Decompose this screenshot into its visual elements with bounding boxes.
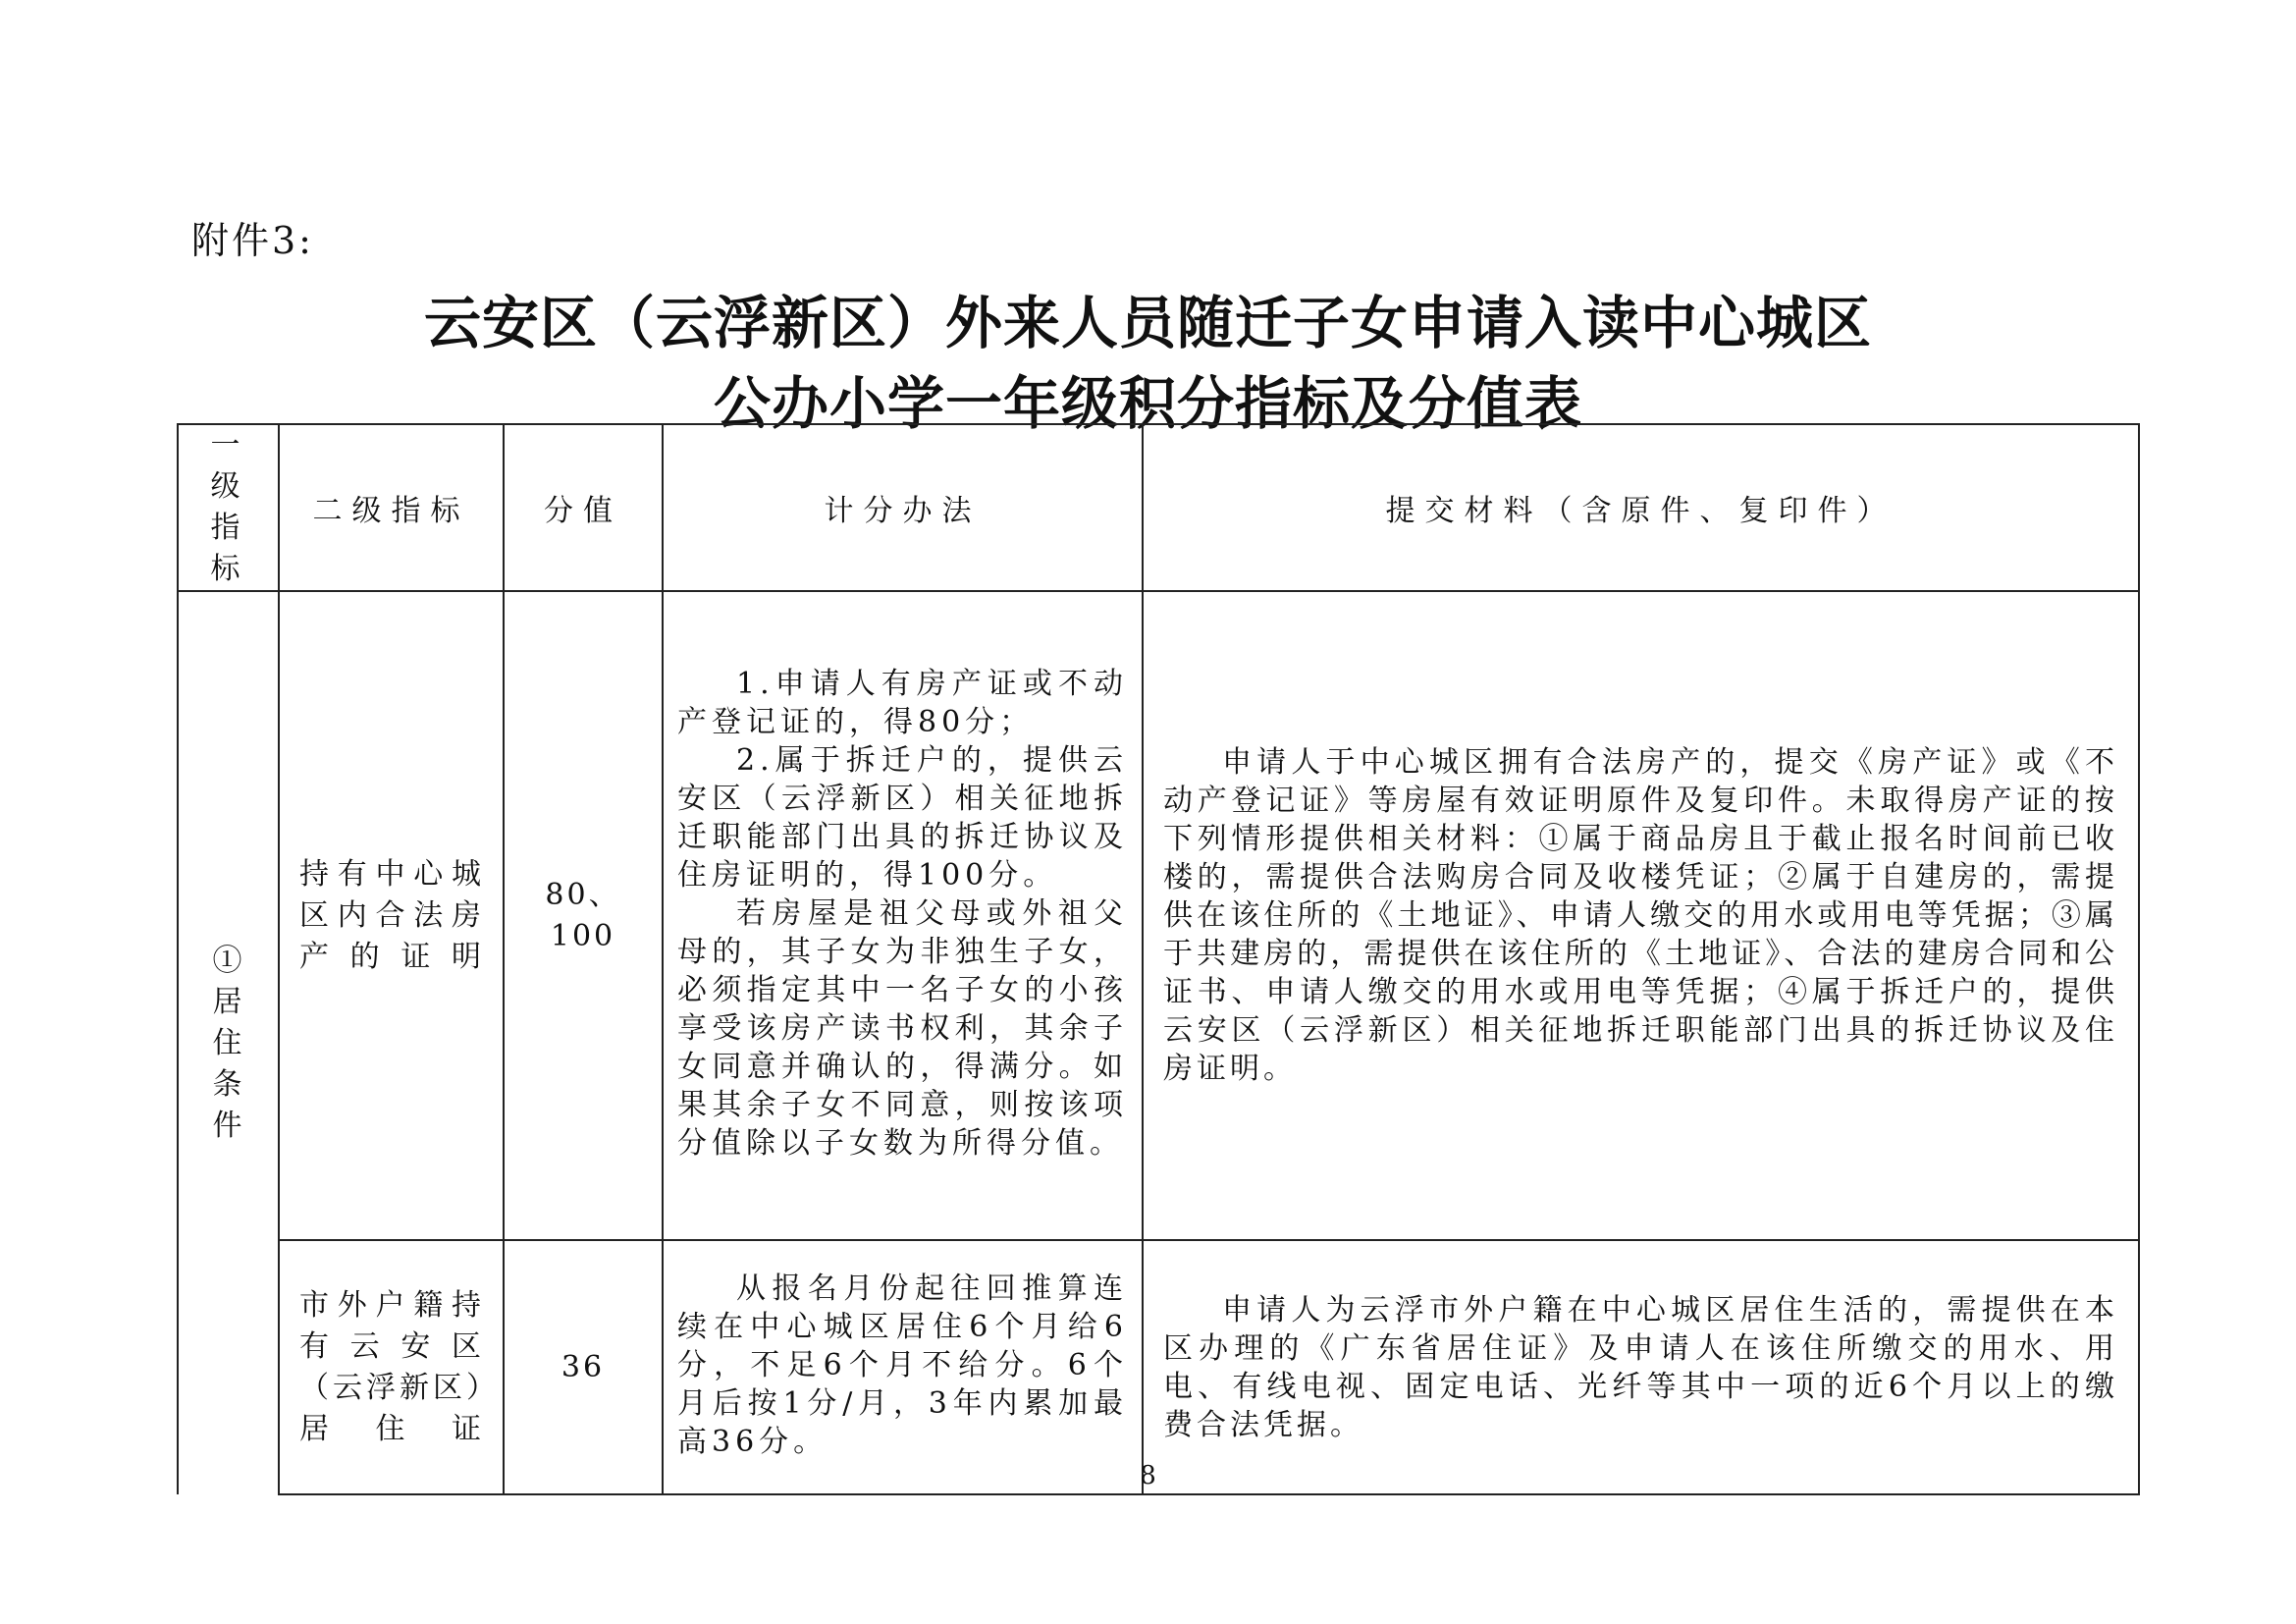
- header-level2-indicator: 二级指标: [279, 424, 504, 591]
- header-materials: 提交材料（含原件、复印件）: [1143, 424, 2139, 591]
- method-item: 若房屋是祖父母或外祖父母的，其子女为非独生子女，必须指定其中一名子女的小孩享受该房产读书权利，其余子女同意并确认的，得满分。如果其余子女不同意，则按该项分值除以子女数为所得分值。: [677, 896, 1128, 1161]
- score-residence-permit: 36: [504, 1240, 663, 1494]
- materials-residence-permit: [1143, 1240, 2139, 1494]
- method-residence-permit: [663, 1240, 1143, 1494]
- header-scoring-method: 计分办法: [663, 424, 1143, 591]
- indicator-residence-permit: 市外户籍持有云安区（云浮新区）居住证: [279, 1240, 504, 1494]
- score-property-proof: 80、100: [504, 591, 663, 1240]
- table-header-row: [178, 424, 2139, 591]
- annex-label: 附件3:: [191, 219, 314, 262]
- method-item: 1.申请人有房产证或不动产登记证的，得80分；: [677, 667, 1128, 739]
- table-row: [178, 591, 2139, 1240]
- method-item: 从报名月份起往回推算连续在中心城区居住6个月给6分，不足6个月不给分。6个月后按1分/月，3年内累加最高36分。: [677, 1272, 1128, 1459]
- category-residence-conditions: ①居住条件: [178, 591, 279, 1494]
- scoring-table: [177, 423, 2140, 1495]
- method-property-proof: [663, 591, 1143, 1240]
- materials-property-proof: [1143, 591, 2139, 1240]
- document-title-line-2: 公办小学一年级积分指标及分值表: [713, 370, 1582, 437]
- document-title-line-1: 云安区（云浮新区）外来人员随迁子女申请入读中心城区: [423, 290, 1872, 356]
- method-item: 2.属于拆迁户的，提供云安区（云浮新区）相关征地拆迁职能部门出具的拆迁协议及住房证明的，得100分。: [677, 743, 1128, 893]
- header-level1-indicator: 一级指标: [178, 424, 279, 591]
- materials-text: 申请人为云浮市外户籍在中心城区居住生活的，需提供在本区办理的《广东省居住证》及申请人在该住所缴交的用水、用电、有线电视、固定电话、光纤等其中一项的近6个月以上的缴费合法凭据。: [1163, 1292, 2118, 1442]
- indicator-property-proof: 持有中心城区内合法房产的证明: [279, 591, 504, 1240]
- page-number: 8: [1140, 1461, 1156, 1490]
- table-row: [178, 1240, 2139, 1494]
- header-score: 分值: [504, 424, 663, 591]
- materials-text: 申请人于中心城区拥有合法房产的，提交《房产证》或《不动产登记证》等房屋有效证明原件及复印件。未取得房产证的按下列情形提供相关材料：①属于商品房且于截止报名时间前已收楼的，需提供合法购房合同及收楼凭证；②属于自建房的，需提供在该住所的《土地证》、申请人缴交的用水或用电等凭据；③属于共建房的，需提供在该住所的《土地证》、合法的建房合同和公证书、申请人缴交的用水或用电等凭据；④属于拆迁户的，提供云安区（云浮新区）相关征地拆迁职能部门出具的拆迁协议及住房证明。: [1163, 745, 2118, 1086]
